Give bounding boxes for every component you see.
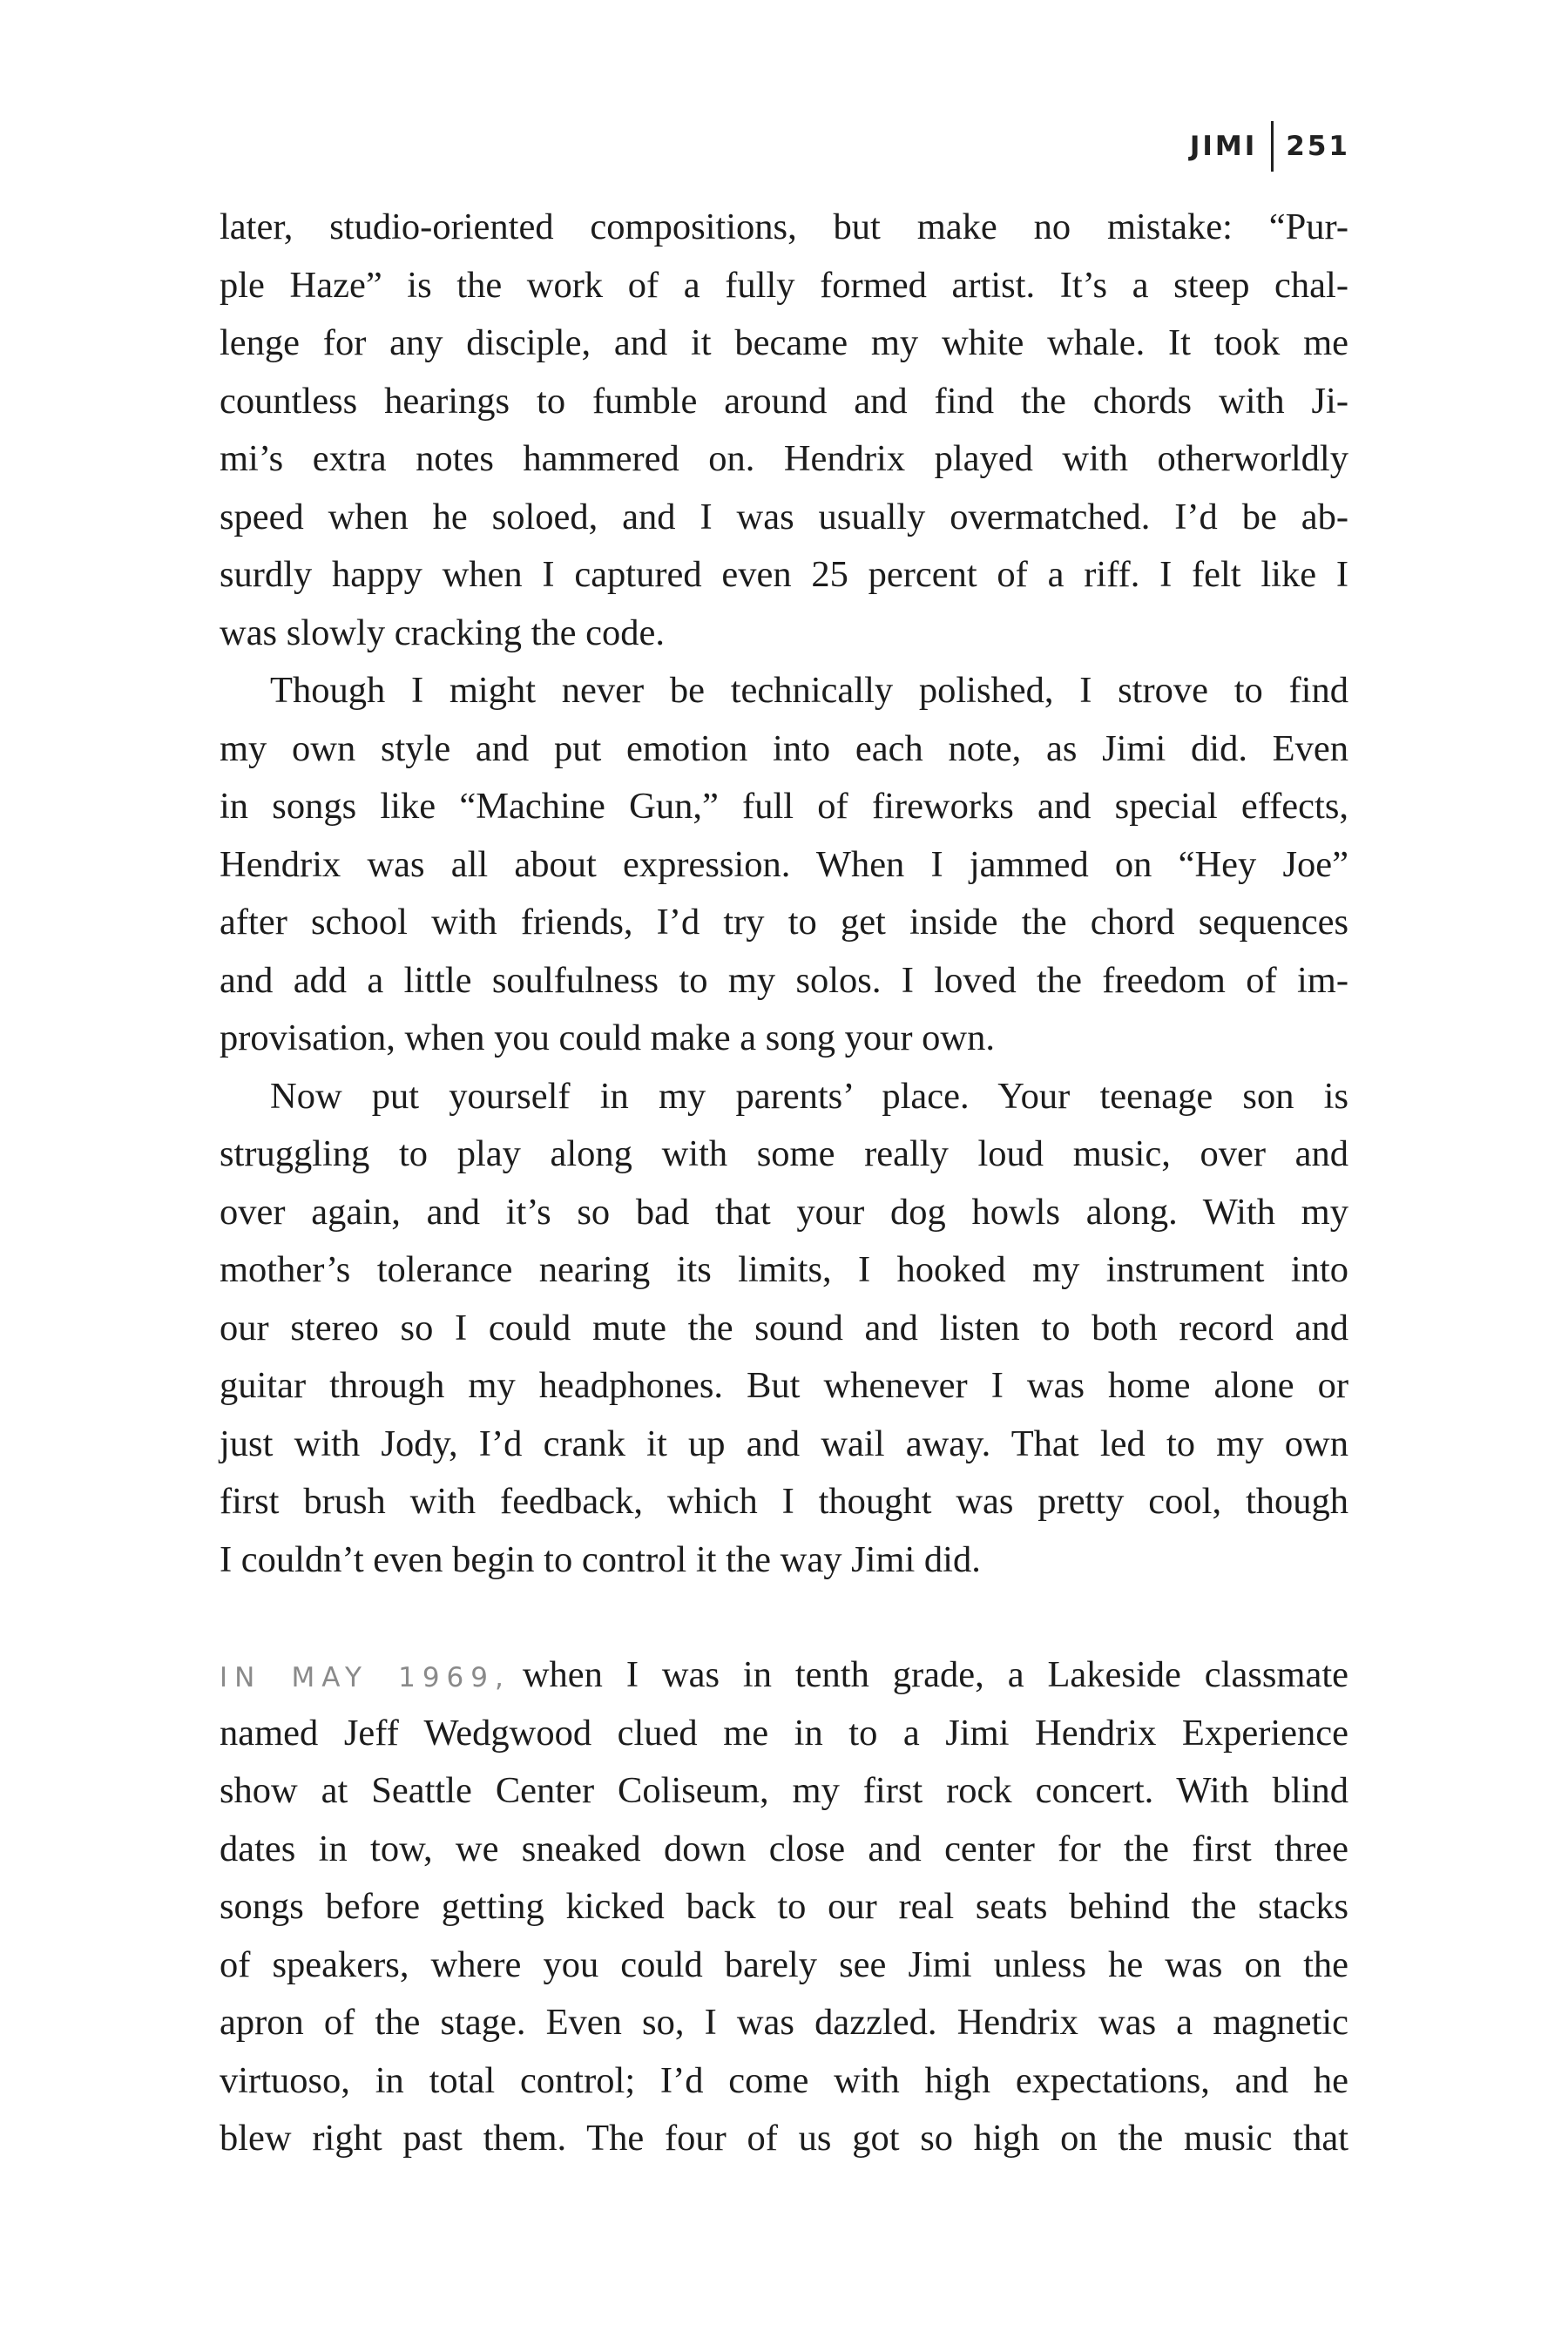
text-line: and add a little soulfulness to my solos. I loved the freedom of im- [220,959,1348,1001]
text-line-content: when I was in tenth grade, a Lakeside classmate [522,1654,1348,1695]
text-line: named Jeff Wedgwood clued me in to a Jimi Hendrix Experience [220,1712,1348,1754]
text-line: after school with friends, I’d try to get inside the chord sequences [220,902,1348,943]
text-line: mother’s tolerance nearing its limits, I hooked my instrument into [220,1249,1348,1290]
text-line: surdly happy when I captured even 25 percent of a riff. I felt like I [220,554,1348,595]
text-line: struggling to play along with some really loud music, over and [220,1133,1348,1174]
body-text [220,199,1348,2168]
text-line: first brush with feedback, which I thought was pretty cool, though [220,1481,1348,1522]
page-number: 251 [1286,131,1350,162]
text-line: our stereo so I could mute the sound and listen to both record and [220,1307,1348,1348]
text-line: later, studio-oriented compositions, but make no mistake: “Pur- [220,206,1348,247]
text-line: countless hearings to fumble around and find the chords with Ji- [220,380,1348,422]
text-line: just with Jody, I’d crank it up and wail away. That led to my own [220,1423,1348,1464]
text-line: Hendrix was all about expression. When I jammed on “Hey Joe” [220,843,1348,885]
text-line: of speakers, where you could barely see Jimi unless he was on the [220,1943,1348,1985]
paragraph [220,662,1348,1068]
text-line: was slowly cracking the code. [220,612,666,653]
text-line: lenge for any disciple, and it became my white whale. It took me [220,322,1348,363]
text-line: dates in tow, we sneaked down close and center for the first three [220,1828,1348,1869]
text-line: ple Haze” is the work of a fully formed artist. It’s a steep chal- [220,264,1348,306]
paragraph [220,199,1348,662]
text-line [220,1646,1348,1705]
paragraph [220,1646,1348,2168]
text-line: in songs like “Machine Gun,” full of fireworks and special effects, [220,786,1348,827]
text-line: I couldn’t even begin to control it the way Jimi did. [220,1538,981,1580]
running-head [1190,120,1350,172]
section-lead-in: IN MAY 1969, [220,1662,510,1693]
text-line: over again, and it’s so bad that your dog howls along. With my [220,1191,1348,1233]
text-line: apron of the stage. Even so, I was dazzled. Hendrix was a magnetic [220,2002,1348,2043]
text-line: blew right past them. The four of us got so high on the music that [220,2118,1348,2159]
text-line: Now put yourself in my parents’ place. Your teenage son is [270,1075,1348,1117]
text-line: mi’s extra notes hammered on. Hendrix played with otherworldly [220,438,1348,479]
text-line: speed when he soloed, and I was usually overmatched. I’d be ab- [220,496,1348,537]
section-break [220,1589,1348,1646]
text-line: my own style and put emotion into each note, as Jimi did. Even [220,727,1348,769]
text-line: virtuoso, in total control; I’d come with high expectations, and he [220,2059,1348,2101]
text-line: guitar through my headphones. But whenever I was home alone or [220,1365,1348,1406]
text-line: songs before getting kicked back to our real seats behind the stacks [220,1886,1348,1927]
text-line: Though I might never be technically polished, I strove to find [270,670,1348,711]
running-title: JIMI [1189,131,1258,162]
text-line: provisation, when you could make a song your own. [220,1017,995,1058]
text-line: show at Seattle Center Coliseum, my first rock concert. With blind [220,1770,1348,1811]
paragraph [220,1068,1348,1590]
